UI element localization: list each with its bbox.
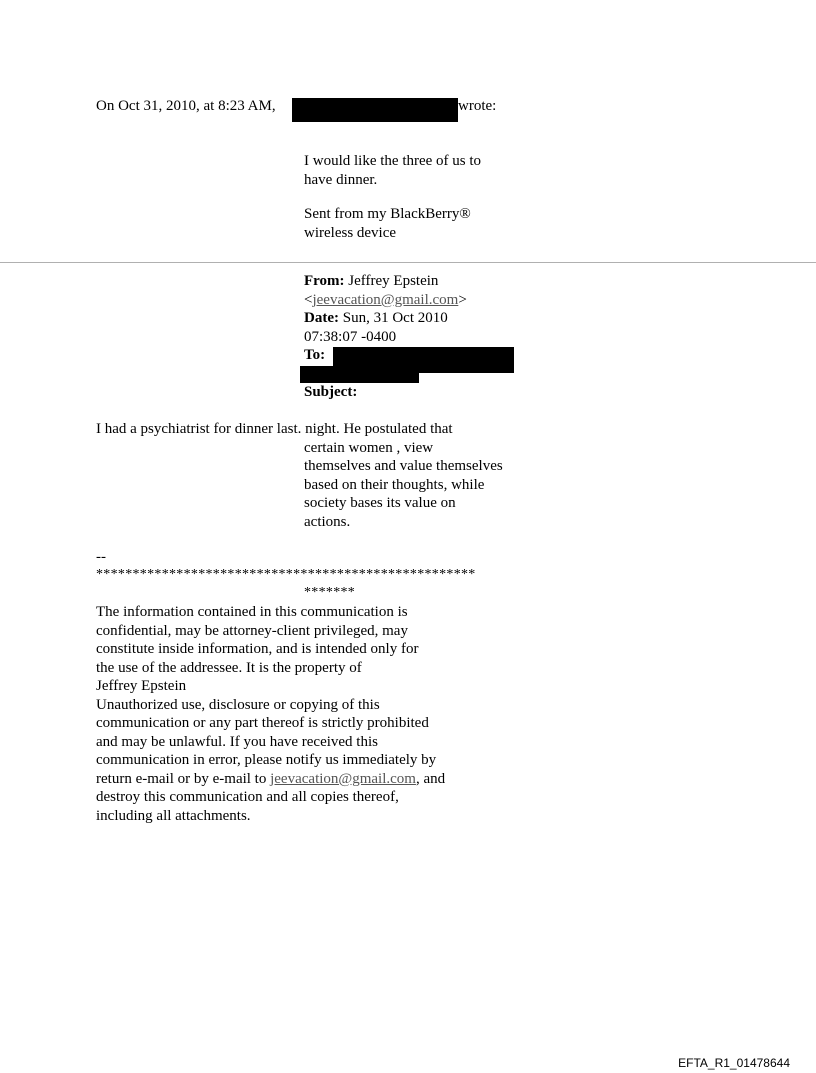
signature-line: wireless device (304, 224, 397, 241)
disclaimer-return-line (96, 770, 445, 789)
from-email-open: < (304, 291, 313, 308)
reply-message (304, 152, 481, 189)
body-line: certain women , view (304, 439, 434, 456)
divider-rule (0, 262, 816, 263)
disclaimer-line: communication or any part thereof is strictly prohibited (96, 715, 429, 731)
body-line: actions. (304, 513, 351, 530)
reply-signature (304, 205, 471, 242)
from-email-link[interactable]: jeevacation@gmail.com (312, 291, 459, 308)
date-row (304, 309, 467, 328)
disclaimer-line: the use of the addressee. It is the property of (96, 659, 362, 676)
quote-header-suffix: wrote: (458, 98, 497, 114)
from-label: From: (304, 273, 345, 289)
body-text (304, 439, 503, 532)
from-email-close: > (458, 291, 467, 308)
signature-dash: -- (96, 549, 106, 565)
redaction-block-to-2 (300, 366, 419, 383)
signature-stars: **************************************************** (96, 567, 476, 582)
body-first-line: I had a psychiatrist for dinner last. night. He postulated that (96, 421, 453, 437)
signature-line: Sent from my BlackBerry® (304, 206, 471, 222)
document-id: EFTA_R1_01478644 (678, 1056, 790, 1070)
date-value: Sun, 31 Oct 2010 (342, 310, 448, 326)
disclaimer-line: constitute inside information, and is intended only for (96, 641, 419, 657)
disclaimer-line: and may be unlawful. If you have received this (96, 733, 378, 750)
reply-line: have dinner. (304, 171, 378, 188)
disclaimer-line: including all attachments. (96, 807, 251, 824)
quote-header (96, 97, 276, 116)
return-email-link[interactable]: jeevacation@gmail.com (270, 770, 416, 787)
disclaimer-line: The information contained in this communication is (96, 604, 408, 620)
return-prefix: return e-mail or by e-mail to (96, 770, 271, 787)
from-row (304, 272, 467, 291)
date-label: Date: (304, 310, 339, 326)
from-name: Jeffrey Epstein (348, 273, 439, 289)
subject-label: Subject: (304, 384, 358, 400)
disclaimer (96, 603, 445, 825)
quote-header-prefix: On Oct 31, 2010, at 8:23 AM, (96, 98, 276, 114)
reply-line: I would like the three of us to (304, 153, 482, 169)
return-suffix: , and (415, 770, 446, 787)
disclaimer-line: communication in error, please notify us immediately by (96, 752, 437, 768)
redaction-block-sender (292, 98, 458, 122)
from-email-row (304, 291, 467, 310)
body-line: society bases its value on (304, 495, 456, 511)
disclaimer-line: confidential, may be attorney-client privileged, may (96, 622, 408, 639)
signature-stars-short: ******* (304, 585, 356, 600)
date-time: 07:38:07 -0400 (304, 328, 397, 345)
disclaimer-line: destroy this communication and all copies thereof, (96, 789, 399, 805)
body-line: themselves and value themselves (304, 458, 503, 474)
body-line: based on their thoughts, while (304, 476, 485, 493)
disclaimer-line: Unauthorized use, disclosure or copying of this (96, 696, 380, 713)
disclaimer-line: Jeffrey Epstein (96, 678, 187, 694)
to-label: To: (304, 347, 326, 363)
